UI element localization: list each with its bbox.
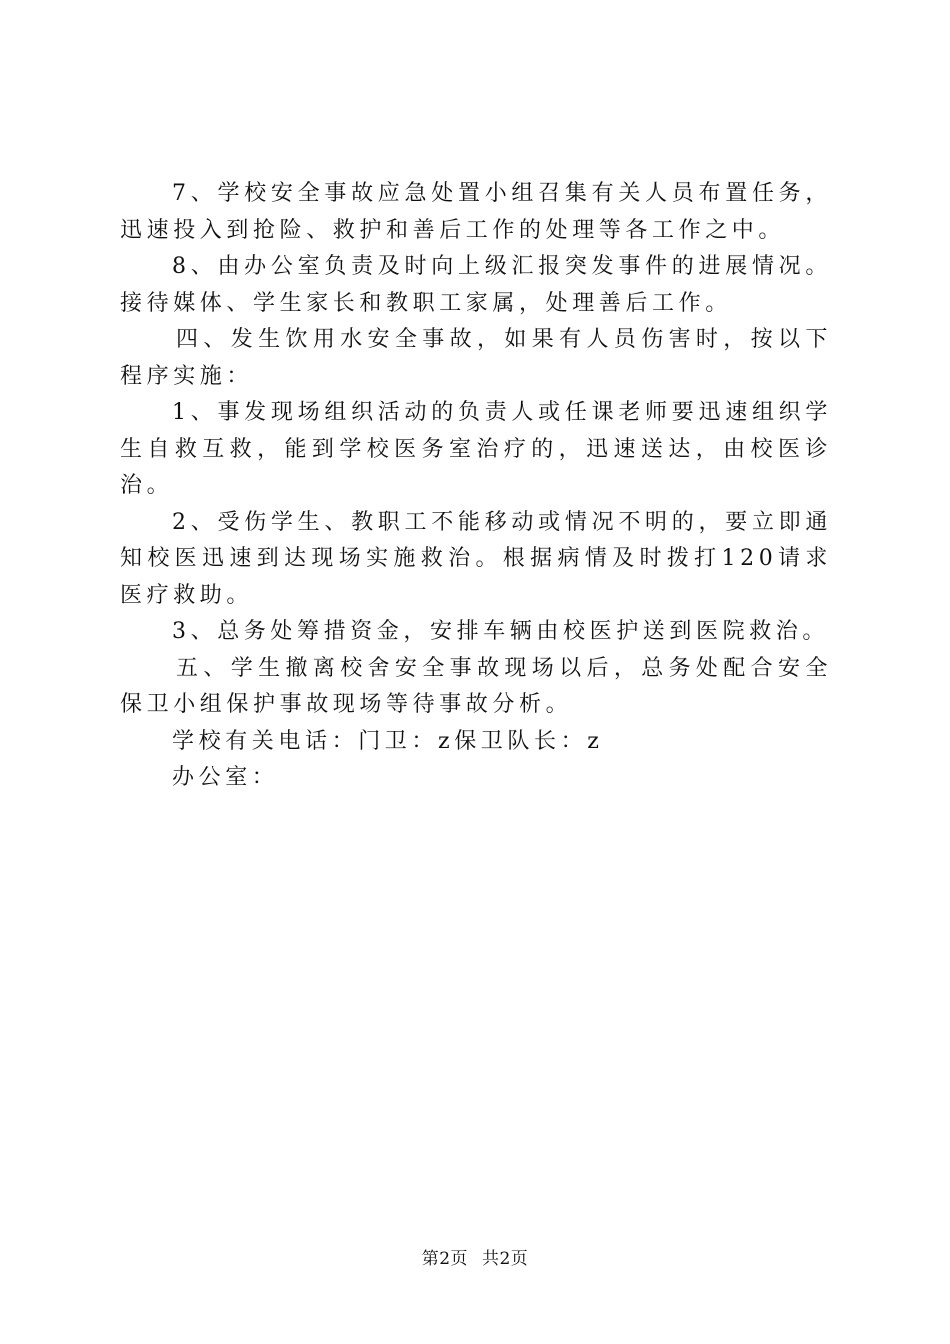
- paragraph-item-8: 8、由办公室负责及时向上级汇报突发事件的进展情况。接待媒体、学生家长和教职工家属，处理善后工作。: [120, 254, 832, 316]
- document-body: [120, 176, 832, 797]
- paragraph-item-1: 1、事发现场组织活动的负责人或任课老师要迅速组织学生自救互救，能到学校医务室治疗的，迅速送达，由校医诊治。: [120, 400, 832, 498]
- paragraph-item-3: 3、总务处筹措资金，安排车辆由校医护送到医院救治。: [172, 619, 829, 644]
- page-number: 第2页: [421, 1249, 469, 1269]
- page-total: 共2页: [481, 1249, 529, 1269]
- paragraph-item-7: 7、学校安全事故应急处置小组召集有关人员布置任务，迅速投入到抢险、救护和善后工作的处理等各工作之中。: [120, 181, 832, 243]
- section-five-paragraph: 五、学生撤离校舍安全事故现场以后，总务处配合安全保卫小组保护事故现场等待事故分析。: [120, 655, 832, 717]
- office-phone-line: 办公室：: [172, 765, 279, 790]
- paragraph-item-2: 2、受伤学生、教职工不能移动或情况不明的，要立即通知校医迅速到达现场实施救治。根据病情及时拨打120请求医疗救助。: [120, 509, 832, 608]
- page-footer: [0, 1244, 950, 1269]
- section-four-heading: 四、发生饮用水安全事故，如果有人员伤害时，按以下程序实施：: [120, 327, 832, 389]
- school-phone-line: 学校有关电话：门卫：z保卫队长：z: [172, 728, 604, 754]
